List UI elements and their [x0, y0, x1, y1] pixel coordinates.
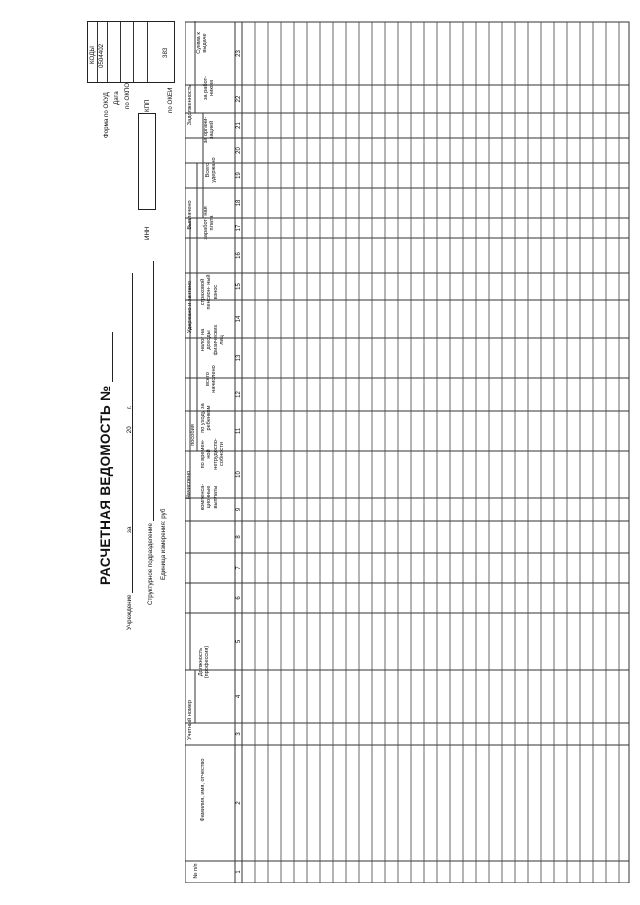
col-disability-header: по времен- ной нетрудоспо- собности: [200, 438, 226, 470]
codes-box: [87, 21, 175, 83]
column-number: 4: [236, 694, 242, 699]
column-number: 5: [236, 639, 242, 644]
column-number: 2: [236, 801, 242, 805]
col-ndfl-header: налог на доходы физических лиц: [200, 324, 226, 356]
column-number: 17: [236, 224, 242, 232]
column-number: 3: [236, 732, 242, 736]
column-number: 18: [236, 199, 242, 207]
column-number: 9: [236, 507, 242, 512]
column-number: 8: [236, 535, 242, 539]
benefits-header: пособия: [190, 424, 196, 446]
column-number: 19: [236, 172, 242, 179]
date-label: Дата: [113, 91, 120, 105]
subdivision-line: Структурное подразделение: [145, 261, 154, 605]
withheld-header: Удержано и зачтено: [187, 280, 193, 334]
unit-line: Единица измерения: руб: [160, 508, 167, 580]
column-number: 20: [236, 147, 242, 154]
column-number: 12: [236, 391, 242, 398]
col-position-header: Должность (профессия): [198, 645, 211, 679]
period-line: за 20 г.: [126, 405, 133, 533]
col-fio-header: Фамилия, имя, отчество: [200, 758, 206, 822]
column-number: 11: [236, 427, 242, 435]
column-number: 16: [236, 252, 242, 259]
okud-code: 0504402: [98, 43, 105, 68]
okpo-label: по ОКПО: [124, 82, 131, 109]
okud-label: Форма по ОКУД: [103, 92, 110, 138]
kpp-label: КПП: [144, 99, 151, 112]
col-account-header: Учетный номер: [187, 700, 193, 741]
column-number: 10: [236, 471, 242, 478]
col-salary-header: заработ- ная плата: [203, 206, 216, 240]
codes-header: КОДЫ: [89, 46, 96, 64]
column-number: 23: [236, 50, 242, 57]
inn-label: ИНН: [144, 226, 151, 240]
debt-header: Задолженность: [187, 84, 193, 126]
form-title: РАСЧЕТНАЯ ВЕДОМОСТЬ №: [98, 332, 113, 585]
col-debt-org-header: за органи- зацией: [203, 116, 216, 144]
paid-header: Выплачено: [187, 200, 193, 230]
column-number: 21: [236, 122, 242, 129]
column-number: 6: [236, 596, 242, 600]
column-number: 13: [236, 354, 242, 362]
col-insurance-header: страховой пенсион- ный взнос: [200, 274, 219, 310]
col-num-header: № п/п: [193, 863, 199, 879]
col-total-accrued-header: всего начислено: [205, 365, 218, 393]
column-number: 22: [236, 95, 242, 103]
col-debt-emp-header: за работ- ником: [203, 75, 216, 101]
okei-code: 383: [162, 47, 169, 58]
payroll-table: [185, 21, 630, 883]
column-number: 14: [236, 315, 242, 323]
column-number: 1: [236, 870, 242, 874]
inn-field: [138, 113, 156, 210]
col-to-pay-header: Сумма к выдаче: [196, 32, 209, 54]
col-compensation-header: компенса- ционные выплаты: [200, 483, 219, 511]
col-total-withheld-header: Всего удержано: [205, 157, 218, 183]
okei-label: по ОКЕИ: [167, 87, 174, 113]
institution-line: Учреждение: [124, 273, 133, 630]
col-childcare-header: по уходу за ребенком: [200, 403, 213, 433]
column-number: 7: [236, 566, 242, 570]
column-number: 15: [236, 283, 242, 290]
accrued-header: Начислено: [186, 470, 192, 500]
